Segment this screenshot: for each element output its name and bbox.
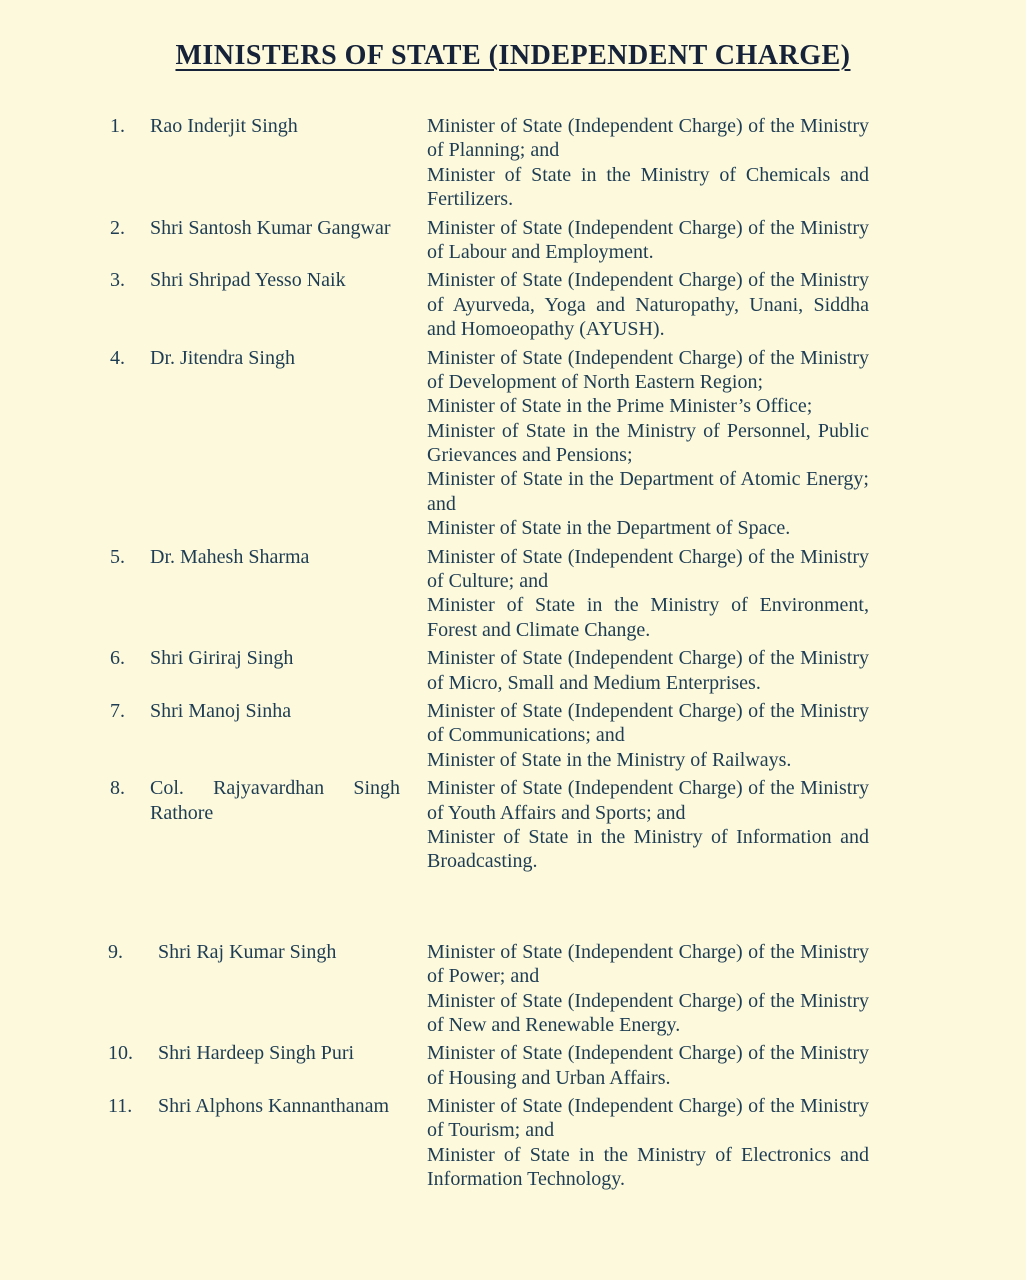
minister-portfolios [427,346,869,541]
portfolio-line: Minister of State (Independent Charge) of the Ministry of Development of North Eastern Region; [427,346,869,393]
minister-entry [110,346,869,541]
minister-entry [110,545,869,643]
minister-portfolios [427,114,869,212]
portfolio-line: Minister of State in the Ministry of Railways. [427,748,792,771]
minister-name: Dr. Mahesh Sharma [150,545,310,568]
minister-number: 8. [110,777,125,800]
minister-name: Shri Raj Kumar Singh [158,940,337,963]
minister-number: 6. [110,647,125,670]
minister-entry [108,940,869,1038]
minister-number: 4. [110,346,125,369]
minister-number: 1. [110,115,125,137]
minister-name: Col. Rajyavardhan Singh Rathore [150,777,400,824]
portfolio-line: Minister of State (Independent Charge) of the Ministry of New and Renewable Energy. [427,989,869,1036]
minister-entry [110,776,869,874]
portfolio-line: Minister of State in the Ministry of Chemicals and Fertilizers. [427,163,869,211]
minister-entry [108,1041,869,1090]
minister-number: 9. [108,940,123,963]
portfolio-line: Minister of State in the Ministry of Information and Broadcasting. [427,825,869,873]
page-break-gap [0,878,1026,940]
page-title: MINISTERS OF STATE (INDEPENDENT CHARGE) [175,40,851,71]
minister-entry [110,699,869,772]
minister-number: 10. [108,1042,133,1065]
minister-number: 3. [110,269,125,292]
portfolio-line: Minister of State (Independent Charge) of the Ministry of Ayurveda, Yoga and Naturopathy, Unani, Siddha and Homoeopathy (AYUSH). [427,269,869,341]
portfolio-line: Minister of State (Independent Charge) of the Ministry of Culture; and [427,545,869,593]
portfolio-line: Minister of State in the Department of Space. [427,517,791,540]
portfolio-line: Minister of State in the Department of Atomic Energy; and [427,468,869,515]
portfolio-line: Minister of State (Independent Charge) of the Ministry of Planning; and [427,115,869,162]
minister-entry [110,646,869,695]
portfolio-line: Minister of State in the Ministry of Environment, Forest and Climate Change. [427,594,869,641]
minister-portfolios [427,216,869,265]
portfolio-line: Minister of State (Independent Charge) of the Ministry of Housing and Urban Affairs. [427,1042,869,1089]
minister-portfolios [427,699,869,772]
minister-name: Shri Giriraj Singh [150,647,294,670]
portfolio-line: Minister of State (Independent Charge) of the Ministry of Power; and [427,940,869,988]
minister-name: Shri Hardeep Singh Puri [158,1042,355,1065]
minister-number: 7. [110,699,125,722]
portfolio-line: Minister of State (Independent Charge) of the Ministry of Tourism; and [427,1095,869,1142]
minister-portfolios [427,545,869,643]
minister-name: Dr. Jitendra Singh [150,346,295,369]
minister-entry [108,1094,869,1192]
minister-entry [110,114,869,212]
ministers-list-page-2 [108,940,869,1192]
ministers-list-page-1 [110,114,869,874]
minister-portfolios [427,940,869,1038]
minister-entry [110,268,869,341]
minister-number: 5. [110,545,125,568]
minister-portfolios [427,776,869,874]
minister-name: Rao Inderjit Singh [150,115,298,137]
portfolio-line: Minister of State (Independent Charge) of the Ministry of Youth Affairs and Sports; and [427,777,869,824]
portfolio-line: Minister of State (Independent Charge) of the Ministry of Labour and Employment. [427,216,869,263]
minister-portfolios [427,268,869,341]
minister-name: Shri Alphons Kannanthanam [158,1095,390,1118]
minister-number: 11. [108,1095,133,1118]
minister-number: 2. [110,216,125,239]
portfolio-line: Minister of State in the Ministry of Personnel, Public Grievances and Pensions; [427,419,869,467]
minister-portfolios [427,1094,869,1192]
portfolio-line: Minister of State (Independent Charge) of the Ministry of Micro, Small and Medium Enterprises. [427,647,869,694]
minister-portfolios [427,646,869,695]
minister-name: Shri Santosh Kumar Gangwar [150,216,391,239]
portfolio-line: Minister of State (Independent Charge) of the Ministry of Communications; and [427,699,869,747]
minister-name: Shri Manoj Sinha [150,699,292,722]
portfolio-line: Minister of State in the Ministry of Electronics and Information Technology. [427,1143,869,1191]
portfolio-line: Minister of State in the Prime Minister’s Office; [427,395,813,418]
minister-name: Shri Shripad Yesso Naik [150,269,346,292]
minister-entry [110,216,869,265]
minister-portfolios [427,1041,869,1090]
